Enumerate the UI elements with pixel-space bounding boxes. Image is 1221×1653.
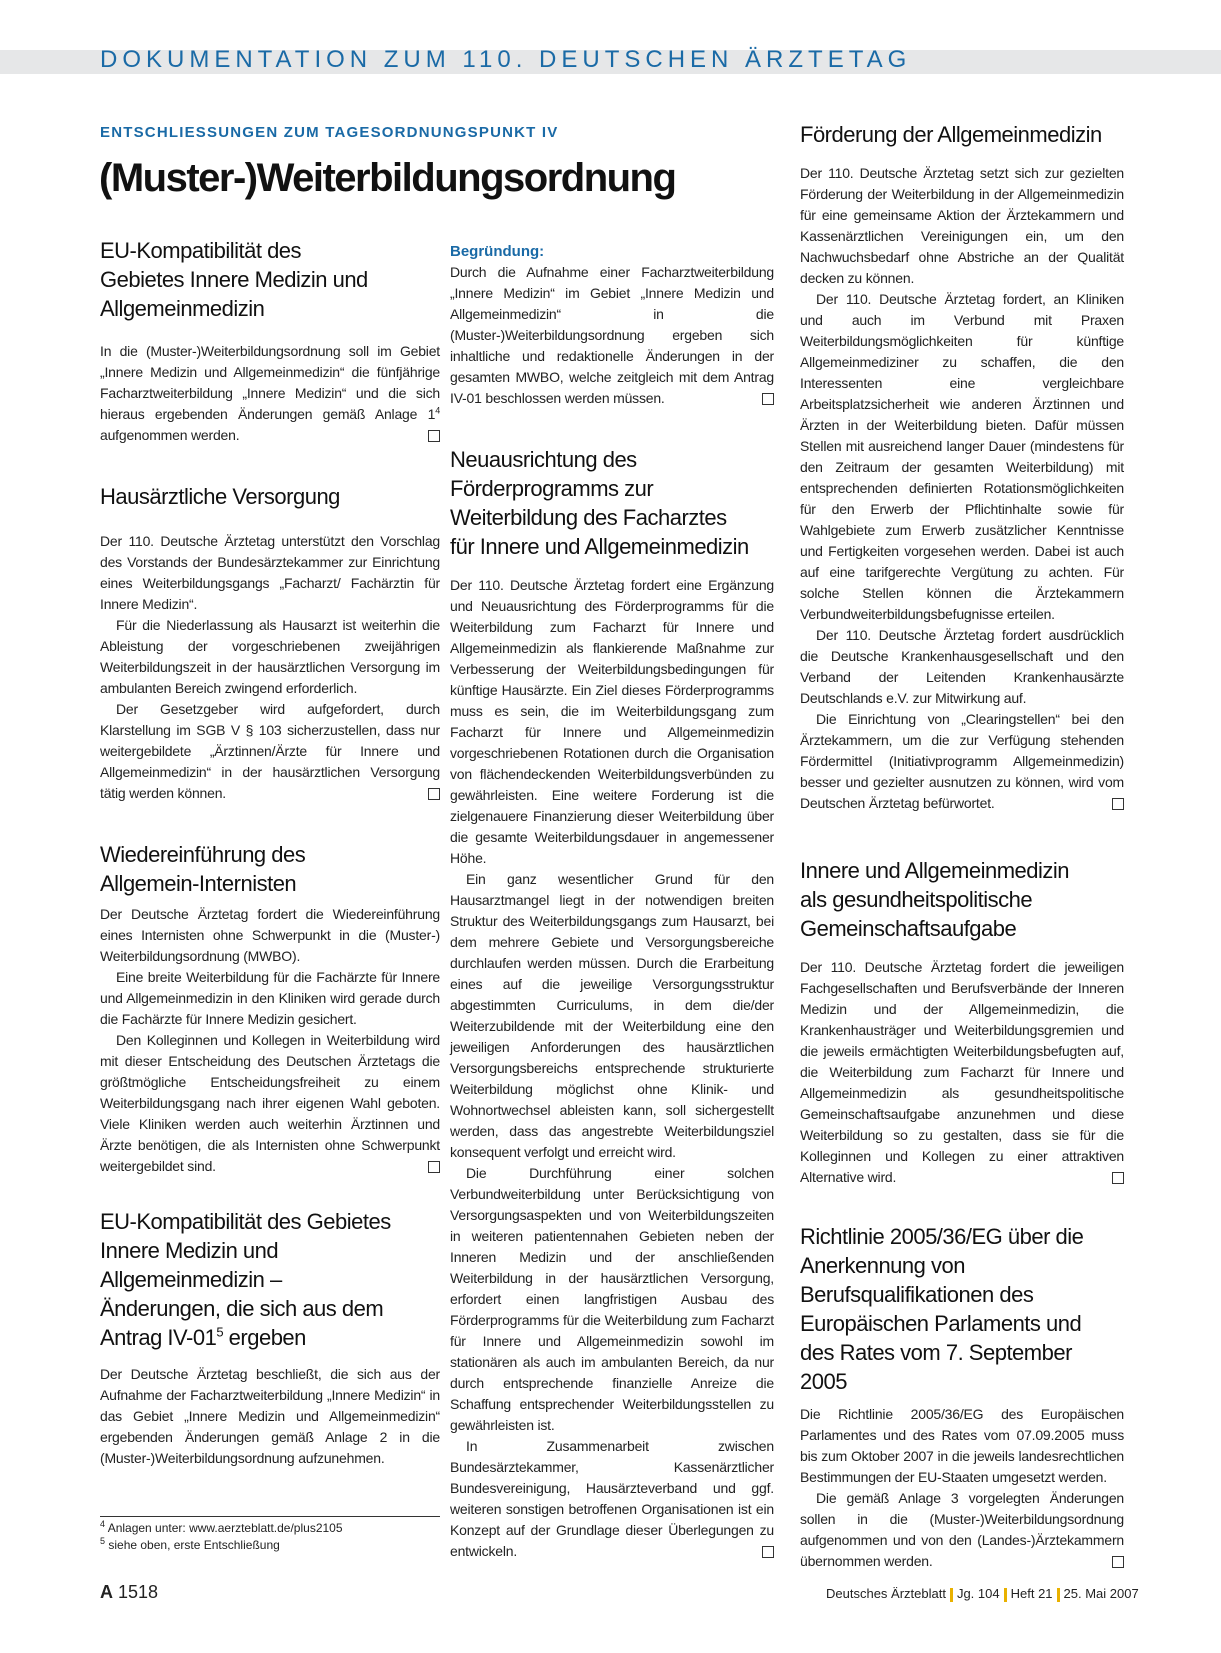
separator xyxy=(950,1588,953,1602)
footnote-divider xyxy=(100,1516,440,1517)
article-kicker: ENTSCHLIESSUNGEN ZUM TAGESORDNUNGSPUNKT IV xyxy=(100,124,559,141)
section-heading: EU-Kompatibilität des Gebietes Innere Medizin und Allgemeinmedizin – Änderungen, die sich aus dem Antrag $IV-01^5$ ergeben xyxy=(100,1209,391,1350)
paragraph: Die Durchführung einer solchen Verbundweiterbildung unter Berücksichtigung von Versorgungsaspekten und von Weiterbildungszeiten in weiteren patientennahen Gebieten neben der Inneren Medizin und der anschließenden Weiterbildung in der hausärztlichen Versorgung, erfordert einen langfristigen Ausbau des Förderprogramms für die Weiterbildung zum Facharzt für Innere und Allgemeinmedizin sowohl im stationären als auch im ambulanten Bereich, da nur durch entsprechende finanzielle Anreize die Schaffung entsprechender Weiterbildungsstellen zu gewährleisten ist. xyxy=(450,1165,774,1433)
end-mark-icon xyxy=(1112,1556,1124,1568)
section-heading: Richtlinie 2005/36/EG über die Anerkennung von Berufsqualifikationen des Europäischen Parlaments und des Rates vom 7. September 2005 xyxy=(800,1224,1084,1394)
section-heading: Wiedereinführung des Allgemein-Internisten xyxy=(100,842,306,896)
paragraph: Den Kolleginnen und Kollegen in Weiterbildung wird mit dieser Entscheidung des Deutschen Ärztetags die größtmögliche Entscheidungsfreiheit zu einem Weiterbildungsgang nach ihrer eigenen Wahl geboten. Viele Kliniken werden auch weiterhin Ärztinnen und Ärzte benötigen, die als Internisten ohne Schwerpunkt weitergebildet sind. xyxy=(100,1032,440,1174)
paragraph: Eine breite Weiterbildung für die Fachärzte für Innere und Allgemeinmedizin in den Kliniken wird gerade durch die Fachärzte für Innere Medizin gesichert. xyxy=(100,969,440,1027)
paragraph: Für die Niederlassung als Hausarzt ist weiterhin die Ableistung der vorgeschriebenen zweijährigen Weiterbildungszeit in der hausärztlichen Versorgung im ambulanten Bereich zwingend erforderlich. xyxy=(100,617,440,696)
end-mark-icon xyxy=(428,788,440,800)
journal-date: 25. Mai 2007 xyxy=(1063,1586,1139,1601)
page-number: A 1518 xyxy=(100,1582,159,1602)
paragraph: Der 110. Deutsche Ärztetag fordert die jeweiligen Fachgesellschaften und Berufsverbände der Inneren Medizin und der Allgemeinmedizin, die Krankenhausträger und Weiterbildungsgremien und die jeweils ermächtigten Weiterbildungsbefugten auf, die Weiterbildung zum Facharzt für Innere und Allgemeinmedizin als gesundheitspolitische Gemeinschaftsaufgabe anzunehmen und diese Weiterbildung so zu gestalten, dass sie für die Kolleginnen und Kollegen zu einer attraktiven Alternative wird. xyxy=(800,959,1124,1185)
paragraph: Der 110. Deutsche Ärztetag fordert, an Kliniken und auch im Verbund mit Praxen Weiterbildungsmöglichkeiten für künftige Allgemeinmediziner zu schaffen, die den Interessenten eine vergleichbare Arbeitsplatzsicherheit wie anderen Ärztinnen und Ärzten in der Weiterbildung bieten. Dafür müssen Stellen mit ausreichend langer Dauer (mindestens für den Zeitraum der gesamten Weiterbildung) mit entsprechenden definierten Rotationsmöglichkeiten für den Erwerb der Pflichtinhalte sowie für Wahlgebiete zum Erwerb zusätzlicher Kenntnisse und Fertigkeiten vorgesehen werden. Dabei ist auch auf eine tarifgerechte Vergütung zu achten. Für solche Stellen können die Ärztekammern Verbundweiterbildungsbefugnisse erteilen. xyxy=(800,291,1124,622)
journal-issue: Heft 21 xyxy=(1010,1586,1053,1601)
footnote: $^5$ siehe oben, erste Entschließung xyxy=(100,1536,280,1552)
section-heading: EU-Kompatibilität des Gebietes Innere Medizin und Allgemeinmedizin xyxy=(100,238,368,321)
paragraph: Die Einrichtung von „Clearingstellen“ bei den Ärztekammern, um die zur Verfügung stehenden Fördermittel (Initiativprogramm Allgemeinmedizin) besser und gezielter ausnutzen zu können, wird vom Deutschen Ärztetag befürwortet. xyxy=(800,711,1124,811)
journal-citation xyxy=(826,1586,1139,1602)
paragraph: Der 110. Deutsche Ärztetag fordert eine Ergänzung und Neuausrichtung des Förderprogramms für die Weiterbildung zum Facharzt für Innere und Allgemeinmedizin als flankierende Maßnahme zur Verbesserung der Weiterbildungsbedingungen für künftige Hausärzte. Ein Ziel dieses Förderprogramms muss es sein, die im Weiterbildungsgang zum Facharzt für Innere und Allgemeinmedizin vorgeschriebenen Rotationen durch die Organisation von flächendeckenden Weiterbildungsverbünden zu gewährleisten. Eine weitere Forderung ist die zielgenauere Finanzierung dieser Weiterbildung über die gesamte Weiterbildungsdauer in angemessener Höhe. xyxy=(450,577,774,866)
separator xyxy=(1057,1588,1060,1602)
paragraph: Die Richtlinie 2005/36/EG des Europäischen Parlamentes und des Rates vom 07.09.2005 muss bis zum Oktober 2007 in die jeweils landesrechtlichen Bestimmungen der EU-Staaten umgesetzt werden. xyxy=(800,1406,1124,1485)
paragraph: Der Deutsche Ärztetag fordert die Wiedereinführung eines Internisten ohne Schwerpunkt in die (Muster-) Weiterbildungsordnung (MWBO). xyxy=(100,906,440,964)
section-heading: Förderung der Allgemeinmedizin xyxy=(800,122,1102,147)
paragraph: Der Deutsche Ärztetag beschließt, die sich aus der Aufnahme der Facharztweiterbildung „Innere Medizin“ in das Gebiet „Innere Medizin und Allgemeinmedizin“ ergebenden Änderungen gemäß Anlage 2 in die (Muster-)Weiterbildungsordnung aufzunehmen. xyxy=(100,1366,440,1466)
section-heading: Hausärztliche Versorgung xyxy=(100,484,340,509)
footnote: $^4$ Anlagen unter: www.aerzteblatt.de/plus2105 xyxy=(100,1519,343,1535)
end-mark-icon xyxy=(1112,798,1124,810)
end-mark-icon xyxy=(1112,1172,1124,1184)
paragraph: Die gemäß Anlage 3 vorgelegten Änderungen sollen in die (Muster-)Weiterbildungsordnung aufgenommen und von den (Landes-)Ärztekammern übernommen werden. xyxy=(800,1490,1124,1569)
end-mark-icon xyxy=(762,393,774,405)
section-heading: Neuausrichtung des Förderprogramms zur Weiterbildung des Facharztes für Innere und Allgemeinmedizin xyxy=(450,447,749,559)
column-2 xyxy=(450,242,774,1562)
column-1 xyxy=(100,236,440,1469)
paragraph: In die (Muster-)Weiterbildungsordnung soll im Gebiet „Innere Medizin und Allgemeinmedizin“ die fünfjährige Facharztweiterbildung „Innere Medizin“ und die sich hieraus ergebenden Änderungen gemäß Anlage $1^4$ aufgenommen werden. xyxy=(100,343,440,443)
end-mark-icon xyxy=(428,430,440,442)
article-title: (Muster-)Weiterbildungsordnung xyxy=(99,156,676,200)
paragraph: Der 110. Deutsche Ärztetag unterstützt den Vorschlag des Vorstands der Bundesärztekammer zur Einrichtung eines Weiterbildungsgangs „Facharzt/ Fachärztin für Innere Medizin“. xyxy=(100,533,440,612)
end-mark-icon xyxy=(762,1546,774,1558)
journal-volume: Jg. 104 xyxy=(956,1586,1000,1601)
paragraph: Ein ganz wesentlicher Grund für den Hausarztmangel liegt in der notwendigen breiten Struktur des Weiterbildungsgangs zum Hausarzt, bei dem mehrere Gebiete und Versorgungsbereiche durchlaufen werden müssen. Durch die Erarbeitung eines auf die jeweilige Versorgungsstruktur abgestimmten Curriculums, in dem die/der Weiterzubildende mit der Weiterbildung eine den jeweiligen Anforderungen des hausärztlichen Versorgungsbereichs entsprechende strukturierte Weiterbildung möglichst ohne Klinik- und Wohnortwechsel ableisten kann, soll sichergestellt werden, dass das angestrebte Weiterbildungsziel konsequent verfolgt und erreicht wird. xyxy=(450,871,774,1160)
paragraph: Der Gesetzgeber wird aufgefordert, durch Klarstellung im SGB V § 103 sicherzustellen, dass nur weitergebildete „Ärztinnen/Ärzte für Innere und Allgemeinmedizin“ in der hausärztlichen Versorgung tätig werden können. xyxy=(100,701,440,801)
journal-name: Deutsches Ärzteblatt xyxy=(826,1586,946,1601)
section-heading: Innere und Allgemeinmedizin als gesundheitspolitische Gemeinschaftsaufgabe xyxy=(800,858,1070,941)
column-3 xyxy=(800,120,1124,1572)
separator xyxy=(1004,1588,1007,1602)
header-banner: DOKUMENTATION ZUM 110. DEUTSCHEN ÄRZTETAG xyxy=(100,46,912,73)
paragraph: Der 110. Deutsche Ärztetag setzt sich zur gezielten Förderung der Weiterbildung in der Allgemeinmedizin für eine gemeinsame Aktion der Ärztekammern und Kassenärztlichen Vereinigungen ein, um den Nachwuchsbedarf ohne Abstriche an der Qualität decken zu können. xyxy=(800,165,1124,286)
paragraph: Durch die Aufnahme einer Facharztweiterbildung „Innere Medizin“ im Gebiet „Innere Medizin und Allgemeinmedizin“ in die (Muster-)Weiterbildungsordnung ergeben sich inhaltliche und redaktionelle Änderungen in der gesamten MWBO, welche zeitgleich mit dem Antrag IV-01 beschlossen werden müssen. xyxy=(450,264,774,406)
paragraph: In Zusammenarbeit zwischen Bundesärztekammer, Kassenärztlicher Bundesvereinigung, Hausärzteverband und ggf. weiteren sonstigen betroffenen Organisationen ist ein Konzept auf der Grundlage dieser Überlegungen zu entwickeln. xyxy=(450,1438,774,1559)
subheading-begruendung: Begründung: xyxy=(450,243,545,260)
end-mark-icon xyxy=(428,1161,440,1173)
paragraph: Der 110. Deutsche Ärztetag fordert ausdrücklich die Deutsche Krankenhausgesellschaft und den Verband der Leitenden Krankenhausärzte Deutschlands e.V. zur Mitwirkung auf. xyxy=(800,627,1124,706)
